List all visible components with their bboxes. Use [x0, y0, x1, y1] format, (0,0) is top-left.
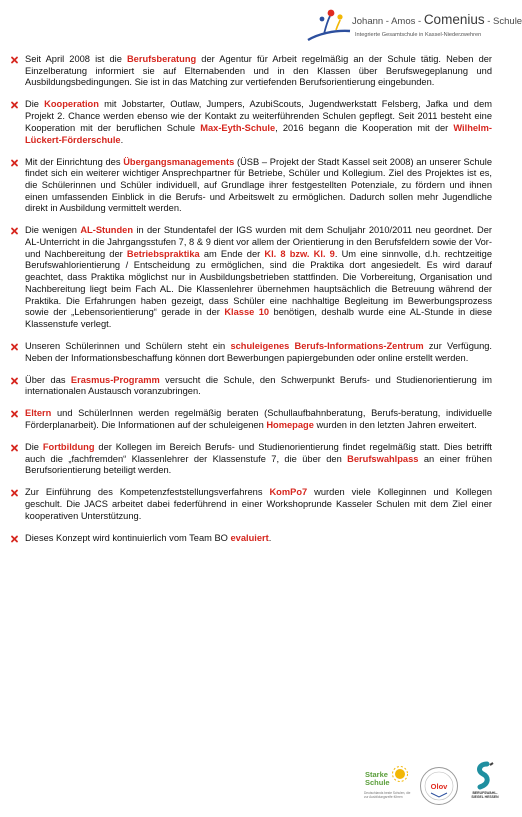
- paragraph-text: versucht die Schule, den Schwerpunkt Berufs- und Studienorientierung im internationalen Austausch voranzubringen.: [25, 374, 492, 397]
- paragraph-text: und SchülerInnen werden regelmäßig beraten (Schullaufbahnberatung, Berufs-beratung, individuelle Förderplanarbeit). Die Informationen auf der schuleigenen: [25, 408, 492, 431]
- school-subtitle: Integrierte Gesamtschule in Kassel-Niederzwehren: [355, 32, 482, 38]
- paragraph-text: Über das: [25, 374, 71, 385]
- highlighted-term: Berufsberatung: [126, 54, 197, 64]
- list-item: [8, 99, 492, 146]
- x-bullet-icon: [10, 408, 19, 419]
- x-bullet-icon: [10, 533, 19, 544]
- siegel-icon: [471, 761, 497, 791]
- highlighted-term: Übergangsmanagements: [123, 156, 235, 167]
- highlighted-term: Eltern: [25, 408, 52, 419]
- x-bullet-icon: [10, 157, 19, 168]
- sun-icon: [391, 765, 409, 783]
- highlighted-term: Fortbildung: [42, 442, 95, 453]
- highlighted-term: Max-Eyth-Schule: [200, 122, 276, 133]
- starke-caption: Deutschlands beste Schulen, die zur Ausbildungsreife führen: [364, 791, 411, 799]
- olov-label: Olov: [430, 782, 448, 791]
- list-item: [8, 225, 492, 330]
- highlighted-term: evaluiert: [230, 532, 269, 543]
- highlighted-term: Betriebspraktika: [126, 248, 200, 259]
- paragraph-text: Die: [25, 442, 43, 453]
- school-name-suffix: - Schule: [484, 16, 522, 27]
- highlighted-term: Wilhelm-Lückert-Förderschule: [25, 122, 492, 145]
- starke-line2: Schule: [365, 778, 390, 787]
- paragraph-text: , 2016 begann die Kooperation mit der: [275, 122, 454, 133]
- paragraph-text: Die: [25, 99, 45, 110]
- highlighted-term: Homepage: [266, 420, 314, 431]
- highlighted-term: Berufswahlpass: [347, 453, 419, 464]
- paragraph-text: zur Verfügung. Neben der Informationsbeschaffung können dort Bewerbungen papiergebunden oder online erstellt werden.: [25, 340, 492, 363]
- x-bullet-icon: [10, 99, 19, 110]
- paragraph-text: (ÜSB – Projekt der Stadt Kassel seit 2008) an unserer Schule findet sich ein weiterer wichtiger Ansprechpartner für Betriebe, Schüler und Kollegium. Ziel des Projektes ist es, die Schülerinnen und Schüler individuell, auf Grundlage ihrer festgestellten Potenziale, zu fördern und ihnen einen umfassenden Einblick in die Berufs- und Arbeitswelt zu ermöglichen. Dadurch sollen mehr Jugendliche direkt in Ausbildung vermittelt werden.: [25, 156, 492, 214]
- bullet-list: [8, 54, 492, 555]
- berufswahl-siegel-logo: [471, 761, 497, 807]
- siegel-label: BERUFSWAHL-SIEGEL HESSEN: [471, 791, 499, 799]
- paragraph-text: Dieses Konzept wird kontinuierlich vom Team BO: [25, 532, 231, 543]
- paragraph-text: wurden in den letzten Jahren erweitert.: [313, 420, 477, 431]
- paragraph-text: an einer frühen Berufsorientierung beteiligt werden.: [25, 453, 492, 476]
- starke-line1: Starke: [365, 770, 388, 779]
- paragraph-text: Seit April 2008 ist die: [25, 54, 127, 64]
- x-bullet-icon: [10, 442, 19, 453]
- list-item: [8, 157, 492, 216]
- list-item: [8, 442, 492, 477]
- starke-schule-logo: [361, 763, 411, 807]
- x-bullet-icon: [10, 487, 19, 498]
- highlighted-term: schuleigenes Berufs-Informations-Zentrum: [230, 340, 424, 351]
- paragraph-text: der Kollegen im Bereich Berufs- und Studienorientierung findet regelmäßig statt. Dies betrifft auch die „fachfremden“ Klassenlehrer der Klassenstufe 7, die über den: [25, 442, 492, 464]
- x-bullet-icon: [10, 54, 19, 65]
- olov-seal-icon: [419, 766, 459, 806]
- paragraph-text: . Um eine sinnvolle, d.h. rechtzeitige Berufswahlorientierung / Entscheidung zu ermöglichen, sind die Praktika dort angesiedelt. Es wird darauf geachtet, dass Praktika möglichst nur in Ausbildungsbetrieben stattfinden. Die Vorbereitung, Organisation und Nachbereitung liegt beim Fach AL. Die Klassenlehrer übernehmen hauptsächlich die Betreuung während der Praktika. Die Erfahrungen haben gezeigt, dass Schüler eine nachhaltige Begleitung im Bewerbungsprozess sowie der „Lebensorientierung“ gerade in der: [25, 248, 493, 318]
- highlighted-term: Erasmus-Programm: [70, 374, 160, 385]
- people-figures-icon: [304, 4, 352, 46]
- list-item: [8, 408, 492, 431]
- school-logo: [304, 4, 522, 46]
- highlighted-term: Kl. 8 bzw. Kl. 9: [264, 248, 335, 259]
- highlighted-term: Klasse 10: [224, 307, 270, 318]
- paragraph-text: Zur Einführung des Kompetenzfeststellungsverfahrens: [25, 487, 270, 498]
- list-item: [8, 533, 492, 545]
- paragraph-text: Die wenigen: [25, 225, 81, 236]
- paragraph-text: der Agentur für Arbeit regelmäßig an der Schule tätig. Neben der Einzelberatung informiert sie auf Elternabenden und in den Klassen über Berufswegeplanung und Ausbildungsbedingungen. Sie ist in das Matching zur vertiefenden Berufsorientierung eingebunden.: [25, 54, 493, 88]
- school-name: [352, 12, 522, 27]
- list-item: [8, 375, 492, 398]
- x-bullet-icon: [10, 375, 19, 386]
- school-name-prefix: Johann - Amos -: [352, 16, 424, 27]
- paragraph-text: mit Jobstarter, Outlaw, Jumpers, AzubiScouts, Jugendwerkstatt Felsberg, Jafka und dem Projekt 2. Chance werden ebenso wie der Kontakt zu weiterführenden Schulen gepflegt. Seit 2011 besteht eine Kooperation mit der beruflichen Schule: [25, 99, 492, 133]
- paragraph-text: am Ende der: [199, 248, 265, 259]
- list-item: [8, 54, 492, 89]
- footer-logos: [361, 761, 501, 809]
- paragraph-text: .: [120, 134, 124, 145]
- paragraph-text: Mit der Einrichtung des: [25, 156, 124, 167]
- list-item: [8, 487, 492, 522]
- x-bullet-icon: [10, 225, 19, 236]
- paragraph-text: .: [268, 532, 272, 543]
- paragraph-text: Unseren Schülerinnen und Schülern steht ein: [25, 340, 231, 351]
- x-bullet-icon: [10, 341, 19, 352]
- paragraph-text: in der Stundentafel der IGS wurden mit dem Schuljahr 2010/2011 neu geordnet. Der AL-Unterricht in die Jahrgangsstufen 7, 8 & 9 dient vor allem der Orientierung in den Berufsfeldern sowie der Vor- und Nachbereitung der: [25, 225, 492, 259]
- list-item: [8, 341, 492, 364]
- highlighted-term: AL-Stunden: [80, 225, 134, 236]
- school-name-main: Comenius: [423, 12, 485, 27]
- paragraph-text: benötigen, deshalb wurde eine AL-Stunde in diese Klassenstufe verlegt.: [25, 307, 493, 329]
- paragraph-text: wurden viele Kolleginnen und Kollegen geschult. Die JACS arbeitet dabei federführend in einer Workshoprunde Kasseler Schulen mit dem Ziel einer kooperativen Unterstützung.: [25, 487, 492, 521]
- highlighted-term: Kooperation: [44, 99, 99, 110]
- highlighted-term: KomPo7: [269, 487, 308, 498]
